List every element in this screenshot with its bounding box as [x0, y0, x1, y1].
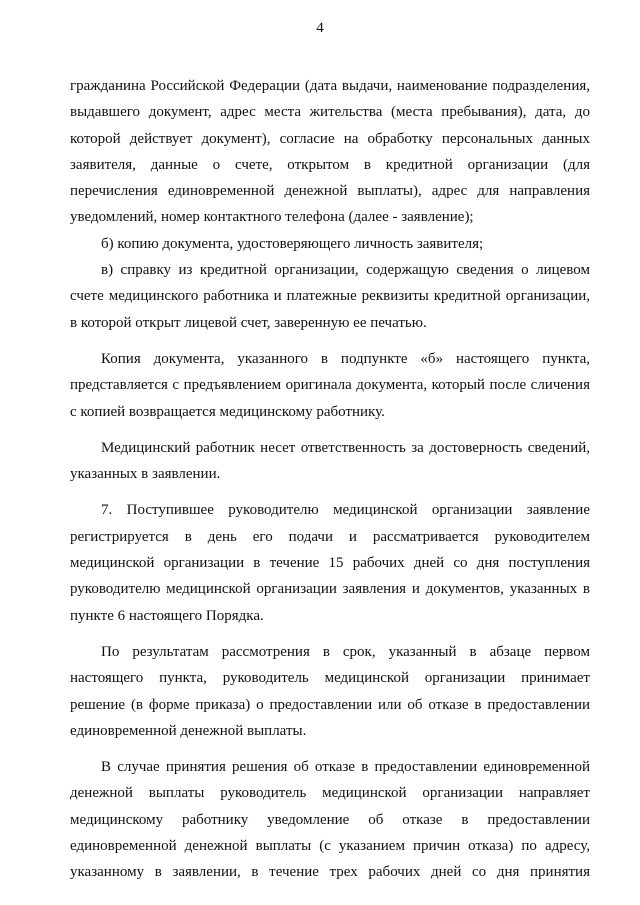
paragraph-gap — [70, 425, 590, 435]
paragraph-refusal — [70, 754, 590, 885]
text-line: с копией возвращается медицинскому работнику. — [70, 403, 385, 420]
paragraph-gap — [70, 336, 590, 346]
text-line: в которой открыт лицевой счет, заверенную ее печатью. — [70, 314, 427, 331]
text-line: Копия документа, указанного в подпункте «б» настоящего пункта, — [101, 350, 590, 367]
text-line: указанному в заявлении, в течение трех рабочих дней со дня принятия — [70, 864, 590, 881]
paragraph-gap — [70, 744, 590, 754]
text-line: решение (в форме приказа) о предоставлении или об отказе в предоставлении — [70, 696, 590, 713]
text-line: в) справку из кредитной организации, содержащую сведения о лицевом — [101, 262, 590, 279]
paragraph-responsibility — [70, 435, 590, 488]
text-line: указанных в заявлении. — [70, 466, 221, 483]
paragraph-gap — [70, 629, 590, 639]
text-line: перечисления единовременной денежной выплаты), адрес для направления — [70, 183, 590, 200]
text-line: В случае принятия решения об отказе в предоставлении единовременной — [101, 759, 590, 776]
text-line: настоящего пункта, руководитель медицинской организации принимает — [70, 670, 590, 687]
text-line: руководителю медицинской организации заявления и документов, указанных в — [70, 581, 590, 598]
text-line: выдавшего документ, адрес места жительства (места пребывания), дата, до — [70, 104, 590, 121]
paragraph-item-b — [70, 231, 590, 257]
text-line: уведомлений, номер контактного телефона (далее - заявление); — [70, 209, 474, 226]
text-line: представляется с предъявлением оригинала документа, который после сличения — [70, 377, 590, 394]
text-line: счете медицинского работника и платежные реквизиты кредитной организации, — [70, 288, 590, 305]
text-line: медицинской организации в течение 15 рабочих дней со дня поступления — [70, 555, 590, 572]
text-line: По результатам рассмотрения в срок, указанный в абзаце первом — [101, 643, 590, 660]
text-line: единовременной денежной выплаты. — [70, 722, 307, 739]
paragraph-item-7 — [70, 497, 590, 628]
paragraph-item-v — [70, 257, 590, 336]
text-line: денежной выплаты руководитель медицинской организации направляет — [70, 785, 590, 802]
text-line: Медицинский работник несет ответственность за достоверность сведений, — [101, 439, 590, 456]
text-line: которой действует документ), согласие на обработку персональных данных — [70, 130, 590, 147]
text-line: регистрируется в день его подачи и рассматривается руководителем — [70, 528, 590, 545]
paragraph-applicant-data — [70, 73, 590, 231]
document-body — [70, 73, 590, 886]
text-line: заявителя, данные о счете, открытом в кредитной организации (для — [70, 156, 590, 173]
text-line: б) копию документа, удостоверяющего личность заявителя; — [101, 235, 484, 252]
text-line: 7. Поступившее руководителю медицинской организации заявление — [101, 502, 590, 519]
paragraph-review-results — [70, 639, 590, 744]
text-line: медицинскому работнику уведомление об отказе в предоставлении — [70, 811, 590, 828]
text-line: гражданина Российской Федерации (дата выдачи, наименование подразделения, — [70, 78, 590, 94]
paragraph-document-copy — [70, 346, 590, 425]
text-line: пункте 6 настоящего Порядка. — [70, 607, 264, 624]
page-number: 4 — [316, 20, 324, 36]
paragraph-gap — [70, 487, 590, 497]
text-line: единовременной денежной выплаты (с указанием причин отказа) по адресу, — [70, 838, 590, 855]
